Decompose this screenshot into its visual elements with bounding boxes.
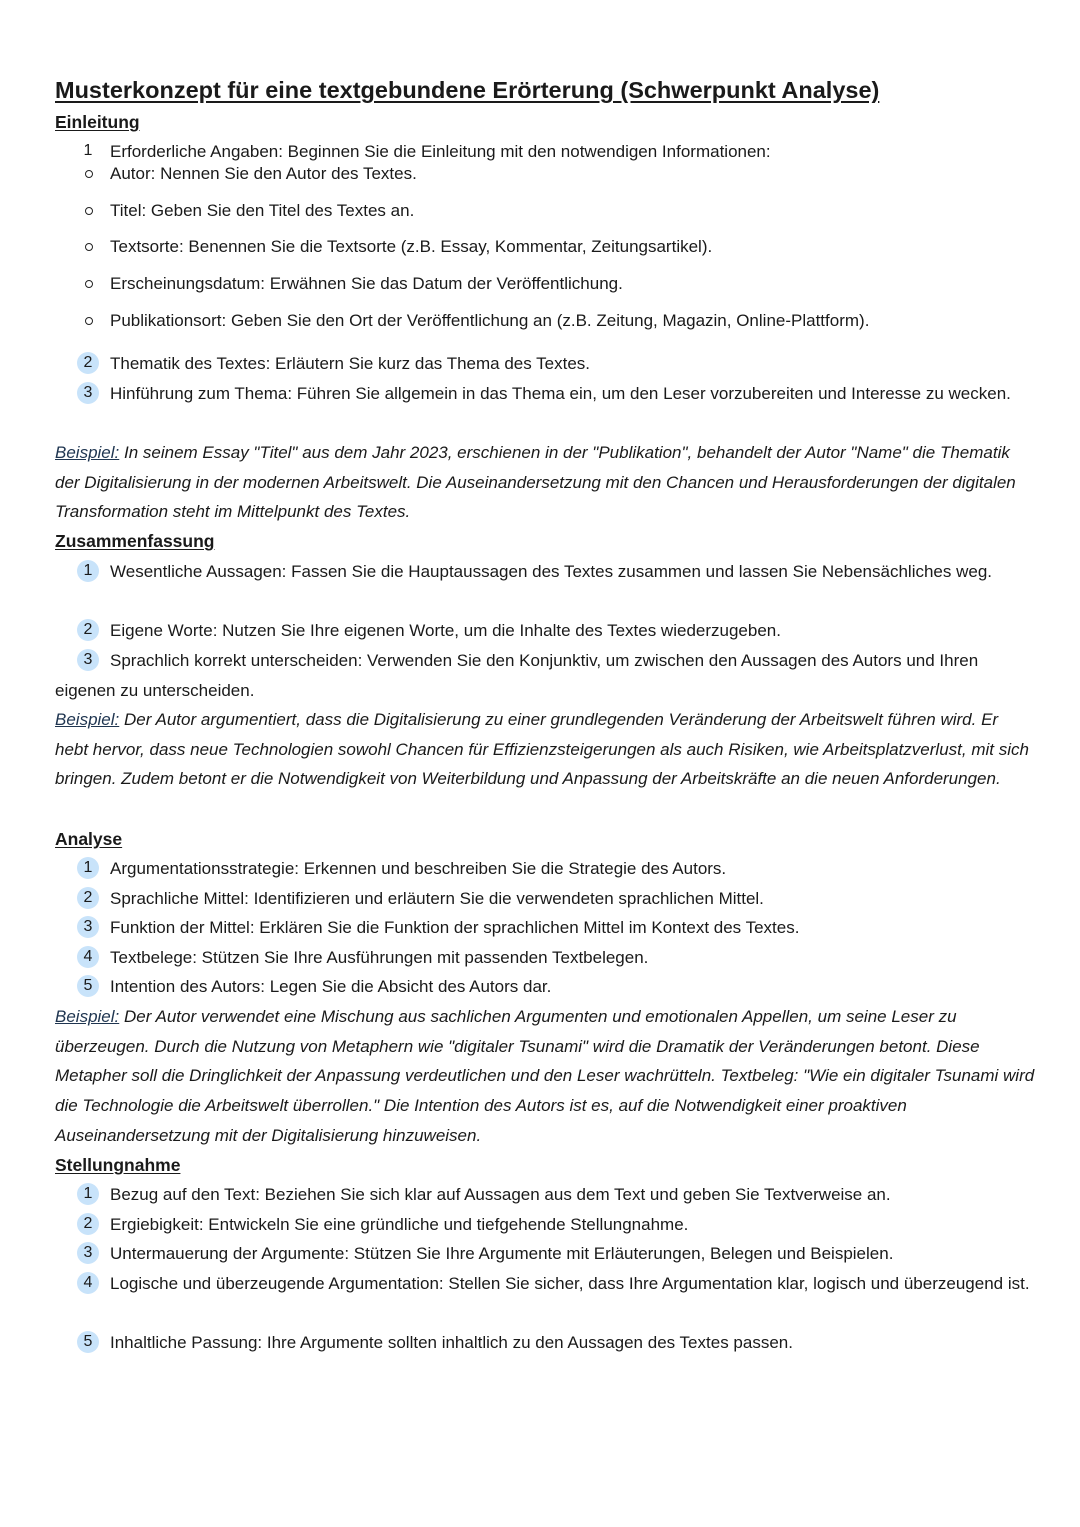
item-text: Textbelege: Stützen Sie Ihre Ausführungen mit passenden Textbelegen. bbox=[110, 948, 649, 967]
circle-bullet-icon bbox=[85, 317, 93, 325]
circle-bullet-icon bbox=[85, 207, 93, 215]
document-title: Musterkonzept für eine textgebundene Erörterung (Schwerpunkt Analyse) bbox=[55, 77, 880, 103]
bullet-text: Erscheinungsdatum: Erwähnen Sie das Datum der Veröffentlichung. bbox=[110, 274, 623, 293]
bullet-text: Textsorte: Benennen Sie die Textsorte (z.B. Essay, Kommentar, Zeitungsartikel). bbox=[110, 237, 713, 256]
item-number: 3 bbox=[77, 1242, 99, 1264]
bullet-text: Autor: Nennen Sie den Autor des Textes. bbox=[110, 164, 417, 183]
item-text: Logische und überzeugende Argumentation: Stellen Sie sicher, dass Ihre Argumentation klar, logisch und überzeugend ist. bbox=[110, 1274, 1030, 1293]
bullet-text: Publikationsort: Geben Sie den Ort der Veröffentlichung an (z.B. Zeitung, Magazin, Online-Plattform). bbox=[110, 311, 870, 330]
item-number: 2 bbox=[77, 352, 99, 374]
item-number: 2 bbox=[77, 887, 99, 909]
item-number: 3 bbox=[77, 382, 99, 404]
circle-bullet-icon bbox=[85, 170, 93, 178]
zusammenfassung-item-3 bbox=[55, 646, 1035, 705]
einleitung-bullet-erscheinungsdatum bbox=[55, 271, 1035, 297]
zusammenfassung-example bbox=[55, 705, 1035, 794]
analyse-example bbox=[55, 1002, 1035, 1151]
item-text: Argumentationsstrategie: Erkennen und beschreiben Sie die Strategie des Autors. bbox=[110, 859, 727, 878]
item-number: 4 bbox=[77, 946, 99, 968]
item-text: Untermauerung der Argumente: Stützen Sie Ihre Argumente mit Erläuterungen, Belegen und Beispielen. bbox=[110, 1244, 894, 1263]
item-number: 3 bbox=[77, 649, 99, 671]
circle-bullet-icon bbox=[85, 280, 93, 288]
einleitung-bullet-autor bbox=[55, 161, 1035, 187]
example-text: Der Autor argumentiert, dass die Digitalisierung zu einer grundlegenden Veränderung der Arbeitswelt führen wird. Er hebt hervor, dass neue Technologien sowohl Chancen für Effizienzsteigerungen als auch Risiken, wie Arbeitsplatzverlust, mit sich bringen. Zudem betont er die Notwendigkeit von Weiterbildung und Anpassung der Arbeitskräfte an die neuen Anforderungen. bbox=[55, 710, 1029, 789]
einleitung-item-3 bbox=[55, 379, 1035, 409]
heading-einleitung: Einleitung bbox=[55, 112, 140, 132]
item-text: Sprachlich korrekt unterscheiden: Verwenden Sie den Konjunktiv, um zwischen den Aussagen des Autors und Ihren eigenen zu unterscheiden. bbox=[55, 651, 979, 700]
item-text: Erforderliche Angaben: Beginnen Sie die Einleitung mit den notwendigen Informationen: bbox=[110, 142, 771, 161]
item-number: 1 bbox=[77, 560, 99, 582]
einleitung-bullet-textsorte bbox=[55, 234, 1035, 260]
circle-bullet-icon bbox=[85, 243, 93, 251]
example-text: Der Autor verwendet eine Mischung aus sachlichen Argumenten und emotionalen Appellen, um seine Leser zu überzeugen. Durch die Nutzung von Metaphern wie "digitaler Tsunami" wird die Dramatik der Veränderungen betont. Diese Metapher soll die Dringlichkeit der Anpassung verdeutlichen und den Leser wachrütteln. Textbeleg: "Wie ein digitaler Tsunami wird die Technologie die Arbeitswelt überrollen." Die Intention des Autors ist es, auf die Notwendigkeit einer proaktiven Auseinandersetzung mit der Digitalisierung hinzuweisen. bbox=[55, 1007, 1035, 1145]
example-label: Beispiel: bbox=[55, 710, 120, 729]
item-number: 5 bbox=[77, 1331, 99, 1353]
item-text: Bezug auf den Text: Beziehen Sie sich klar auf Aussagen aus dem Text und geben Sie Textverweise an. bbox=[110, 1185, 891, 1204]
item-text: Hinführung zum Thema: Führen Sie allgemein in das Thema ein, um den Leser vorzubereiten und Interesse zu wecken. bbox=[110, 384, 1011, 403]
item-number: 1 bbox=[77, 1183, 99, 1205]
stellungnahme-item-4 bbox=[55, 1269, 1035, 1299]
item-text: Inhaltliche Passung: Ihre Argumente sollten inhaltlich zu den Aussagen des Textes passen. bbox=[110, 1333, 793, 1352]
example-label: Beispiel: bbox=[55, 1007, 120, 1026]
bullet-text: Titel: Geben Sie den Titel des Textes an. bbox=[110, 201, 415, 220]
heading-analyse: Analyse bbox=[55, 829, 123, 849]
item-number: 2 bbox=[77, 1213, 99, 1235]
example-text: In seinem Essay "Titel" aus dem Jahr 2023, erschienen in der "Publikation", behandelt der Autor "Name" die Thematik der Digitalisierung in der modernen Arbeitswelt. Die Auseinandersetzung mit den Chancen und Herausforderungen der digitalen Transformation steht im Mittelpunkt des Textes. bbox=[55, 443, 1016, 522]
heading-stellungnahme: Stellungnahme bbox=[55, 1155, 181, 1175]
einleitung-bullet-titel bbox=[55, 198, 1035, 224]
item-number: 1 bbox=[77, 857, 99, 879]
item-text: Thematik des Textes: Erläutern Sie kurz das Thema des Textes. bbox=[110, 354, 591, 373]
item-number: 3 bbox=[77, 916, 99, 938]
item-text: Intention des Autors: Legen Sie die Absicht des Autors dar. bbox=[110, 977, 552, 996]
item-number: 5 bbox=[77, 975, 99, 997]
item-text: Sprachliche Mittel: Identifizieren und erläutern Sie die verwendeten sprachlichen Mittel. bbox=[110, 889, 764, 908]
heading-zusammenfassung: Zusammenfassung bbox=[55, 531, 215, 551]
item-number: 4 bbox=[77, 1272, 99, 1294]
item-text: Funktion der Mittel: Erklären Sie die Funktion der sprachlichen Mittel im Kontext des Textes. bbox=[110, 918, 800, 937]
einleitung-example bbox=[55, 438, 1035, 527]
example-label: Beispiel: bbox=[55, 443, 120, 462]
zusammenfassung-item-1 bbox=[55, 557, 1035, 587]
einleitung-bullet-publikationsort bbox=[55, 308, 1035, 334]
item-text: Wesentliche Aussagen: Fassen Sie die Hauptaussagen des Textes zusammen und lassen Sie Nebensächliches weg. bbox=[110, 562, 993, 581]
item-number: 2 bbox=[77, 619, 99, 641]
item-text: Eigene Worte: Nutzen Sie Ihre eigenen Worte, um die Inhalte des Textes wiederzugeben. bbox=[110, 621, 781, 640]
item-text: Ergiebigkeit: Entwickeln Sie eine gründliche und tiefgehende Stellungnahme. bbox=[110, 1215, 689, 1234]
item-number: 1 bbox=[83, 142, 93, 159]
